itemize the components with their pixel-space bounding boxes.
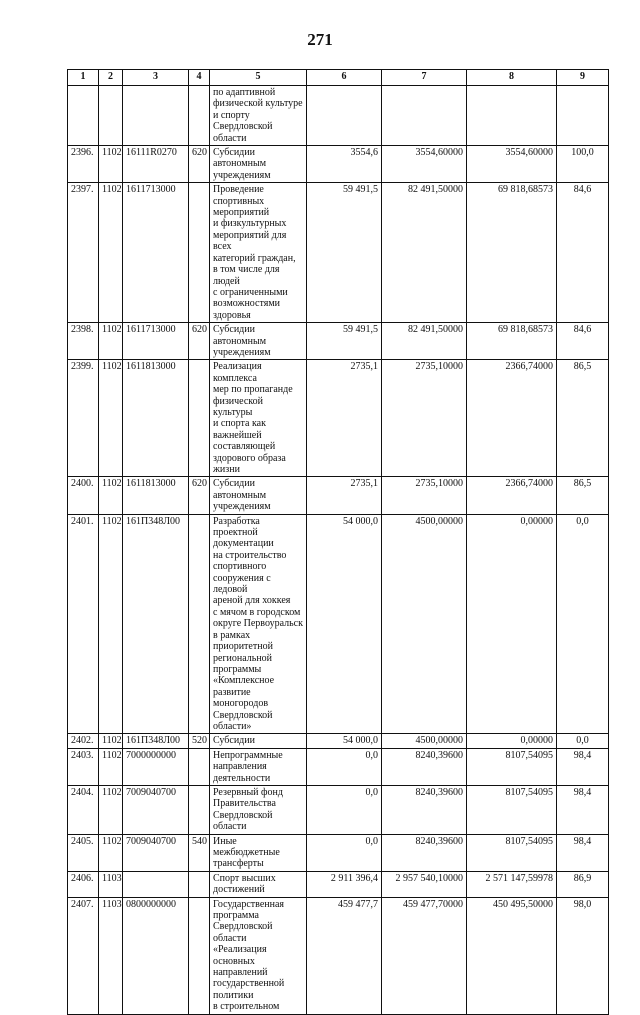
- table-row: [68, 734, 609, 748]
- name-cell: Разработка проектной документации на строительство спортивного сооружения с ледовой ареной для хоккея с мячом в городском округе Первоуральск в рамках приоритетной региональной программы «Комплексное развитие моногородов Свердловской области»: [210, 514, 307, 734]
- percent-cell: 86,5: [557, 360, 609, 477]
- section-code-cell: 1102: [99, 146, 123, 183]
- planned-amount-cell: 0,0: [307, 748, 382, 785]
- name-cell: Реализация комплекса мер по пропаганде физической культуры и спорта как важнейшей составляющей здорового образа жизни: [210, 360, 307, 477]
- name-cell: Проведение спортивных мероприятий и физкультурных мероприятий для всех категорий граждан, в том числе для людей с ограниченными возможностями здоровья: [210, 183, 307, 323]
- expense-type-cell: [189, 785, 210, 834]
- planned-amount-cell: 59 491,5: [307, 183, 382, 323]
- name-cell: Резервный фонд Правительства Свердловской области: [210, 785, 307, 834]
- row-number-cell: 2397.: [68, 183, 99, 323]
- name-cell: Субсидии автономным учреждениям: [210, 323, 307, 360]
- percent-cell: 98,4: [557, 748, 609, 785]
- expense-type-cell: 520: [189, 734, 210, 748]
- row-number-cell: 2404.: [68, 785, 99, 834]
- col-header: 2: [99, 70, 123, 86]
- expense-type-cell: [189, 514, 210, 734]
- executed-amount-cell: 0,00000: [467, 734, 557, 748]
- col-header: 7: [382, 70, 467, 86]
- percent-cell: 98,4: [557, 834, 609, 871]
- executed-amount-cell: [467, 86, 557, 146]
- section-code-cell: 1102: [99, 360, 123, 477]
- section-code-cell: 1102: [99, 748, 123, 785]
- planned-amount-cell: 2735,1: [307, 360, 382, 477]
- expense-type-cell: [189, 897, 210, 1014]
- col-header: 4: [189, 70, 210, 86]
- expense-type-cell: [189, 360, 210, 477]
- target-code-cell: 1611813000: [123, 360, 189, 477]
- executed-amount-cell: 0,00000: [467, 514, 557, 734]
- planned-amount-cell: [307, 86, 382, 146]
- target-code-cell: [123, 871, 189, 897]
- approved-amount-cell: 2 957 540,10000: [382, 871, 467, 897]
- table-row: [68, 360, 609, 477]
- expense-type-cell: 540: [189, 834, 210, 871]
- col-header: 3: [123, 70, 189, 86]
- table-row: [68, 183, 609, 323]
- planned-amount-cell: 54 000,0: [307, 734, 382, 748]
- table-row: [68, 871, 609, 897]
- col-header: 8: [467, 70, 557, 86]
- executed-amount-cell: 2366,74000: [467, 360, 557, 477]
- target-code-cell: 7000000000: [123, 748, 189, 785]
- approved-amount-cell: 3554,60000: [382, 146, 467, 183]
- executed-amount-cell: 2366,74000: [467, 477, 557, 514]
- expense-type-cell: [189, 871, 210, 897]
- expense-type-cell: 620: [189, 323, 210, 360]
- section-code-cell: 1102: [99, 834, 123, 871]
- approved-amount-cell: [382, 86, 467, 146]
- table-row: [68, 323, 609, 360]
- row-number-cell: 2396.: [68, 146, 99, 183]
- table-row: [68, 514, 609, 734]
- percent-cell: 84,6: [557, 183, 609, 323]
- executed-amount-cell: 8107,54095: [467, 834, 557, 871]
- approved-amount-cell: 82 491,50000: [382, 183, 467, 323]
- planned-amount-cell: 3554,6: [307, 146, 382, 183]
- section-code-cell: 1102: [99, 323, 123, 360]
- section-code-cell: 1103: [99, 897, 123, 1014]
- header-row: [68, 70, 609, 86]
- approved-amount-cell: 8240,39600: [382, 785, 467, 834]
- row-number-cell: 2400.: [68, 477, 99, 514]
- target-code-cell: 161П348Л00: [123, 734, 189, 748]
- target-code-cell: 7009040700: [123, 834, 189, 871]
- percent-cell: 98,4: [557, 785, 609, 834]
- row-number-cell: [68, 86, 99, 146]
- approved-amount-cell: 8240,39600: [382, 748, 467, 785]
- row-number-cell: 2401.: [68, 514, 99, 734]
- executed-amount-cell: 3554,60000: [467, 146, 557, 183]
- approved-amount-cell: 2735,10000: [382, 360, 467, 477]
- name-cell: Спорт высших достижений: [210, 871, 307, 897]
- approved-amount-cell: 4500,00000: [382, 734, 467, 748]
- planned-amount-cell: 2 911 396,4: [307, 871, 382, 897]
- planned-amount-cell: 59 491,5: [307, 323, 382, 360]
- target-code-cell: 1611813000: [123, 477, 189, 514]
- expense-type-cell: [189, 183, 210, 323]
- executed-amount-cell: 450 495,50000: [467, 897, 557, 1014]
- percent-cell: 86,9: [557, 871, 609, 897]
- planned-amount-cell: 2735,1: [307, 477, 382, 514]
- col-header: 1: [68, 70, 99, 86]
- planned-amount-cell: 0,0: [307, 834, 382, 871]
- section-code-cell: 1102: [99, 785, 123, 834]
- expense-type-cell: [189, 86, 210, 146]
- table-row: [68, 477, 609, 514]
- planned-amount-cell: 0,0: [307, 785, 382, 834]
- percent-cell: 100,0: [557, 146, 609, 183]
- percent-cell: [557, 86, 609, 146]
- executed-amount-cell: 69 818,68573: [467, 323, 557, 360]
- name-cell: по адаптивной физической культуре и спорту Свердловской области: [210, 86, 307, 146]
- target-code-cell: 7009040700: [123, 785, 189, 834]
- percent-cell: 0,0: [557, 734, 609, 748]
- name-cell: Субсидии автономным учреждениям: [210, 477, 307, 514]
- percent-cell: 86,5: [557, 477, 609, 514]
- table-row: [68, 86, 609, 146]
- planned-amount-cell: 54 000,0: [307, 514, 382, 734]
- approved-amount-cell: 2735,10000: [382, 477, 467, 514]
- section-code-cell: [99, 86, 123, 146]
- target-code-cell: 0800000000: [123, 897, 189, 1014]
- percent-cell: 0,0: [557, 514, 609, 734]
- section-code-cell: 1103: [99, 871, 123, 897]
- executed-amount-cell: 2 571 147,59978: [467, 871, 557, 897]
- row-number-cell: 2402.: [68, 734, 99, 748]
- name-cell: Государственная программа Свердловской области «Реализация основных направлений государственной политики в строительном: [210, 897, 307, 1014]
- name-cell: Субсидии: [210, 734, 307, 748]
- section-code-cell: 1102: [99, 734, 123, 748]
- row-number-cell: 2405.: [68, 834, 99, 871]
- table-row: [68, 748, 609, 785]
- row-number-cell: 2403.: [68, 748, 99, 785]
- page-number: 271: [307, 30, 333, 49]
- budget-table: [67, 69, 609, 1015]
- expense-type-cell: 620: [189, 477, 210, 514]
- expense-type-cell: 620: [189, 146, 210, 183]
- row-number-cell: 2398.: [68, 323, 99, 360]
- row-number-cell: 2407.: [68, 897, 99, 1014]
- target-code-cell: 16111R0270: [123, 146, 189, 183]
- approved-amount-cell: 459 477,70000: [382, 897, 467, 1014]
- approved-amount-cell: 4500,00000: [382, 514, 467, 734]
- executed-amount-cell: 8107,54095: [467, 785, 557, 834]
- row-number-cell: 2406.: [68, 871, 99, 897]
- approved-amount-cell: 8240,39600: [382, 834, 467, 871]
- name-cell: Иные межбюджетные трансферты: [210, 834, 307, 871]
- section-code-cell: 1102: [99, 514, 123, 734]
- col-header: 6: [307, 70, 382, 86]
- table-row: [68, 146, 609, 183]
- percent-cell: 98,0: [557, 897, 609, 1014]
- name-cell: Непрограммные направления деятельности: [210, 748, 307, 785]
- table-row: [68, 785, 609, 834]
- target-code-cell: 161П348Л00: [123, 514, 189, 734]
- target-code-cell: 1611713000: [123, 323, 189, 360]
- expense-type-cell: [189, 748, 210, 785]
- approved-amount-cell: 82 491,50000: [382, 323, 467, 360]
- target-code-cell: [123, 86, 189, 146]
- table-row: [68, 897, 609, 1014]
- planned-amount-cell: 459 477,7: [307, 897, 382, 1014]
- table-row: [68, 834, 609, 871]
- name-cell: Субсидии автономным учреждениям: [210, 146, 307, 183]
- section-code-cell: 1102: [99, 477, 123, 514]
- col-header: 5: [210, 70, 307, 86]
- col-header: 9: [557, 70, 609, 86]
- target-code-cell: 1611713000: [123, 183, 189, 323]
- executed-amount-cell: 8107,54095: [467, 748, 557, 785]
- executed-amount-cell: 69 818,68573: [467, 183, 557, 323]
- section-code-cell: 1102: [99, 183, 123, 323]
- percent-cell: 84,6: [557, 323, 609, 360]
- row-number-cell: 2399.: [68, 360, 99, 477]
